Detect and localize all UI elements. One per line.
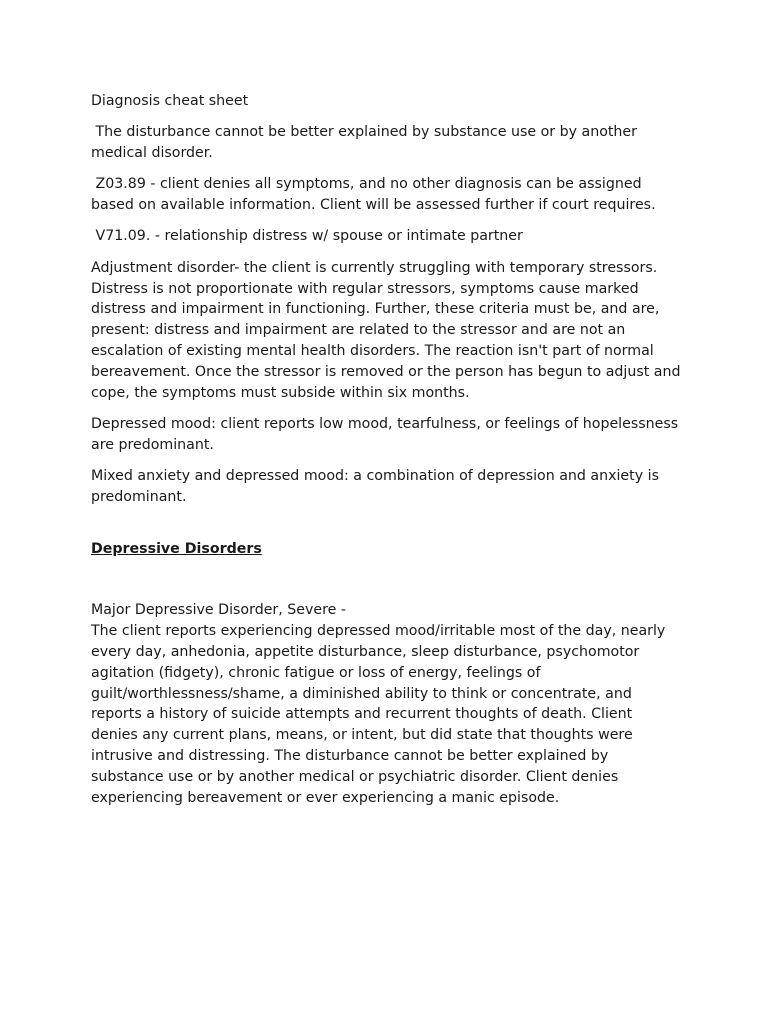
paragraph-exclusion: The disturbance cannot be better explained by substance use or by another medical disorder. <box>91 124 642 162</box>
paragraph-adjustment-disorder: Adjustment disorder- the client is currently struggling with temporary stressors. Distress is not proportionate with regular stressors, symptoms cause marked distress and impairment in functioning. Further, these criteria must be, and are, present: distress and impairment are related to the stressor and are not an escalation of existing mental health disorders. The reaction isn't part of normal bereavement. Once the stressor is removed or the person has begun to adjust and cope, the symptoms must subside within six months. <box>91 259 685 401</box>
document-body <box>91 91 685 808</box>
mdd-body: The client reports experiencing depressed mood/irritable most of the day, nearly every day, anhedonia, appetite disturbance, sleep disturbance, psychomotor agitation (fidgety), chronic fatigue or loss of energy, feelings of guilt/worthlessness/shame, a diminished ability to think or concentrate, and reports a history of suicide attempts and recurrent thoughts of death. Client denies any current plans, means, or intent, but did state that thoughts were intrusive and distressing. The disturbance cannot be better explained by substance use or by another medical or psychiatric disorder. Client denies experiencing bereavement or ever experiencing a manic episode. <box>91 623 670 806</box>
paragraph-mixed-anxiety: Mixed anxiety and depressed mood: a combination of depression and anxiety is predominant. <box>91 467 664 505</box>
section-heading-depressive-disorders: Depressive Disorders <box>91 540 262 557</box>
blank-line <box>91 559 681 600</box>
mdd-title: Major Depressive Disorder, Severe - <box>91 602 347 619</box>
mdd-block <box>91 600 681 808</box>
paragraph-depressed-mood: Depressed mood: client reports low mood, tearfulness, or feelings of hopelessness are predominant. <box>91 415 683 453</box>
document-title: Diagnosis cheat sheet <box>91 93 249 109</box>
paragraph-z03-89: Z03.89 - client denies all symptoms, and no other diagnosis can be assigned based on available information. Client will be assessed further if court requires. <box>91 176 656 214</box>
paragraph-v71-09: V71.09. - relationship distress w/ spouse or intimate partner <box>91 228 523 245</box>
